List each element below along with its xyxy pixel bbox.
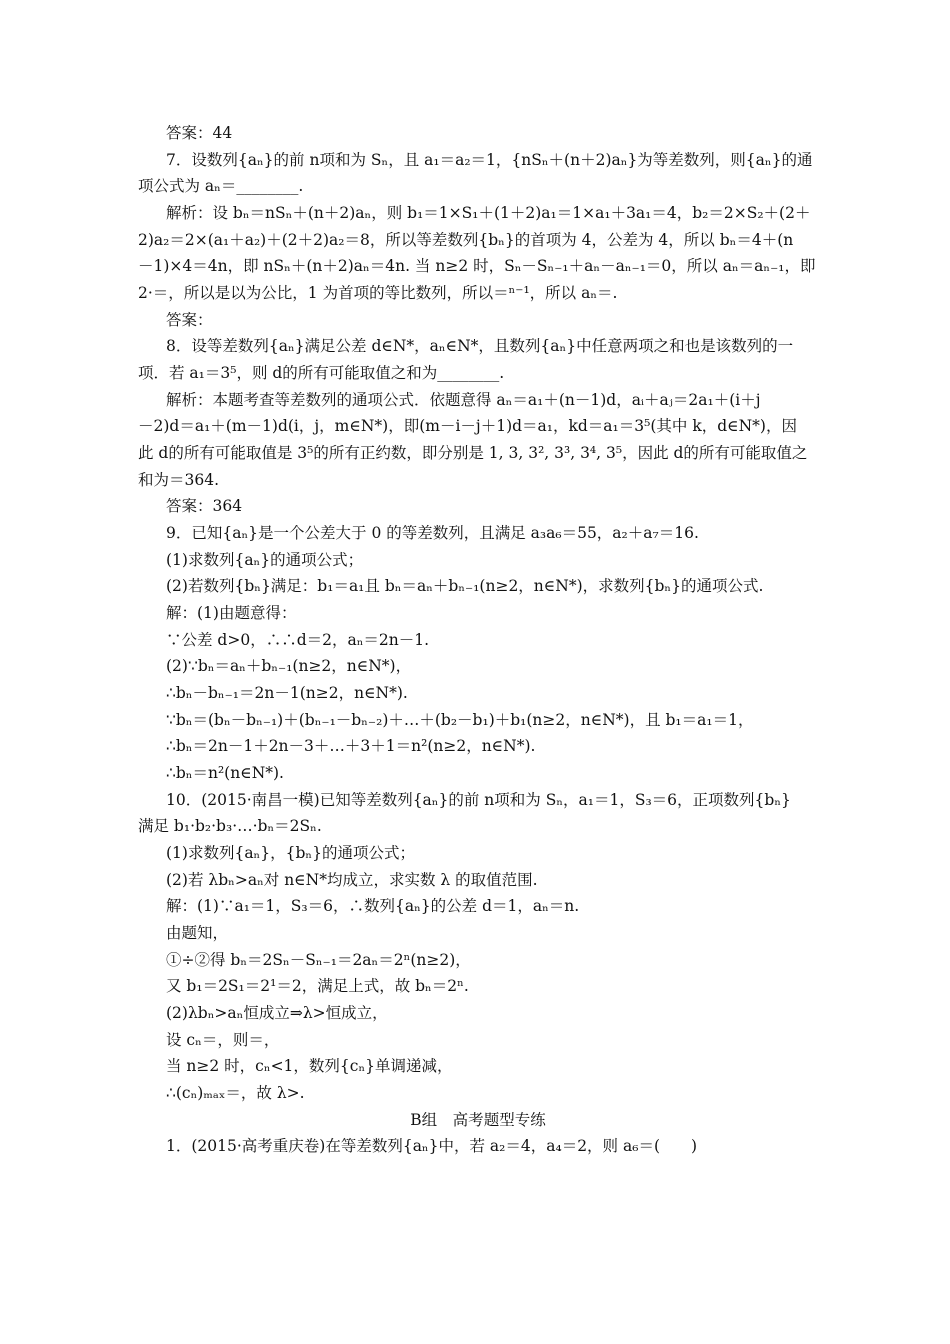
solution-8-line-2: －2)d＝a₁＋(m－1)d(i，j，m∈N*)，即(m－i－j＋1)d＝a₁，kd＝a₁＝3⁵(其中 k，d∈N*)，因 xyxy=(138,417,797,435)
problem-8-line-1: 8．设等差数列{aₙ}满足公差 d∈N*，aₙ∈N*，且数列{aₙ}中任意两项之和也是该数列的一 xyxy=(166,337,794,355)
problem-7-line-2: 项公式为 aₙ＝________. xyxy=(138,177,304,195)
exam-problem-1: 1．(2015·高考重庆卷)在等差数列{aₙ}中，若 a₂＝4，a₄＝2，则 a₆＝( ) xyxy=(166,1137,698,1155)
problem-8-line-2: 项．若 a₁＝3⁵，则 d的所有可能取值之和为________. xyxy=(138,364,505,382)
solution-8-line-1: 解析：本题考查等差数列的通项公式．依题意得 aₙ＝a₁＋(n－1)d，aᵢ＋aⱼ＝2a₁＋(i＋j xyxy=(166,391,761,409)
solution-10-line-7: 当 n≥2 时，cₙ<1，数列{cₙ}单调递减， xyxy=(166,1057,453,1075)
solution-9-line-1: 解：(1)由题意得： xyxy=(166,604,297,622)
solution-7-line-3: －1)×4＝4n，即 nSₙ＋(n＋2)aₙ＝4n. 当 n≥2 时，Sₙ－Sₙ₋₁＋aₙ－aₙ₋₁＝0，所以 aₙ＝aₙ₋₁，即 xyxy=(138,257,816,275)
solution-9-line-5: ∵bₙ＝(bₙ－bₙ₋₁)＋(bₙ₋₁－bₙ₋₂)＋…＋(b₂－b₁)＋b₁(n≥2，n∈N*)，且 b₁＝a₁＝1， xyxy=(166,711,754,729)
answer-line: 答案： xyxy=(166,311,213,329)
problem-7-line-1: 7．设数列{aₙ}的前 n项和为 Sₙ，且 a₁＝a₂＝1，{nSₙ＋(n＋2)aₙ}为等差数列，则{aₙ}的通 xyxy=(166,151,813,169)
solution-9-line-7: ∴bₙ＝n²(n∈N*). xyxy=(166,764,284,782)
solution-10-line-3: ①÷②得 bₙ＝2Sₙ－Sₙ₋₁＝2aₙ＝2ⁿ(n≥2)， xyxy=(166,951,471,969)
problem-9-line-1: 9．已知{aₙ}是一个公差大于 0 的等差数列，且满足 a₃a₆＝55，a₂＋a₇＝16. xyxy=(166,524,699,542)
section-heading: B组 高考题型专练 xyxy=(410,1111,546,1129)
problem-10-line-2: 满足 b₁·b₂·b₃·…·bₙ＝2Sₙ. xyxy=(138,817,322,835)
solution-10-line-5: (2)λbₙ>aₙ恒成立⇒λ>恒成立， xyxy=(166,1004,388,1022)
solution-10-line-2: 由题知， xyxy=(166,924,229,942)
solution-7-line-1: 解析：设 bₙ＝nSₙ＋(n＋2)aₙ，则 b₁＝1×S₁＋(1＋2)a₁＝1×a₁＋3a₁＝4，b₂＝2×S₂＋(2＋ xyxy=(166,204,811,222)
problem-10-part-2: (2)若 λbₙ>aₙ对 n∈N*均成立，求实数 λ 的取值范围. xyxy=(166,871,538,889)
solution-10-line-6: 设 cₙ＝，则＝， xyxy=(166,1031,280,1049)
solution-10-line-8: ∴(cₙ)ₘₐₓ＝，故 λ>. xyxy=(166,1084,305,1102)
solution-9-line-2: ∵公差 d>0，∴∴d＝2，aₙ＝2n－1. xyxy=(166,631,430,649)
problem-10-line-1: 10．(2015·南昌一模)已知等差数列{aₙ}的前 n项和为 Sₙ，a₁＝1，S₃＝6，正项数列{bₙ} xyxy=(166,791,791,809)
problem-9-part-1: (1)求数列{aₙ}的通项公式； xyxy=(166,551,364,569)
solution-10-line-4: 又 b₁＝2S₁＝2¹＝2，满足上式，故 bₙ＝2ⁿ. xyxy=(166,977,469,995)
solution-7-line-4: 2·＝，所以是以为公比，1 为首项的等比数列，所以＝ⁿ⁻¹，所以 aₙ＝. xyxy=(138,284,618,302)
problem-10-part-1: (1)求数列{aₙ}，{bₙ}的通项公式； xyxy=(166,844,415,862)
solution-9-line-3: (2)∵bₙ＝aₙ＋bₙ₋₁(n≥2，n∈N*)， xyxy=(166,657,412,675)
problem-9-part-2: (2)若数列{bₙ}满足：b₁＝a₁且 bₙ＝aₙ＋bₙ₋₁(n≥2，n∈N*)，求数列{bₙ}的通项公式. xyxy=(166,577,764,595)
solution-9-line-6: ∴bₙ＝2n－1＋2n－3＋…＋3＋1＝n²(n≥2，n∈N*). xyxy=(166,737,536,755)
solution-10-line-1: 解：(1)∵a₁＝1，S₃＝6，∴数列{aₙ}的公差 d＝1，aₙ＝n. xyxy=(166,897,580,915)
solution-8-line-3: 此 d的所有可能取值是 3⁵的所有正约数，即分别是 1, 3, 3², 3³, 3⁴, 3⁵，因此 d的所有可能取值之 xyxy=(138,444,808,462)
solution-9-line-4: ∴bₙ－bₙ₋₁＝2n－1(n≥2，n∈N*). xyxy=(166,684,408,702)
solution-7-line-2: 2)a₂＝2×(a₁＋a₂)＋(2＋2)a₂＝8，所以等差数列{bₙ}的首项为 4，公差为 4，所以 bₙ＝4＋(n xyxy=(138,231,794,249)
solution-8-line-4: 和为＝364. xyxy=(138,471,220,489)
answer-line: 答案：44 xyxy=(166,124,233,142)
answer-line: 答案：364 xyxy=(166,497,243,515)
